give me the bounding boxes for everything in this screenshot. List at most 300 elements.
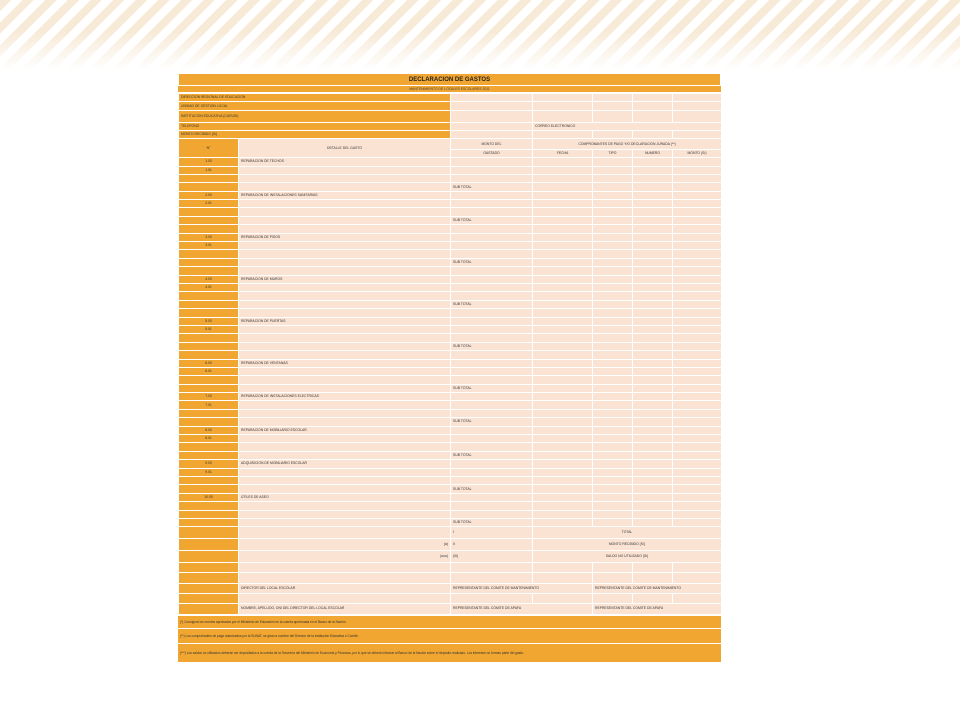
table-cell xyxy=(533,518,593,526)
table-cell xyxy=(533,426,593,434)
table-cell xyxy=(633,216,673,224)
table-row xyxy=(179,102,722,110)
table-cell xyxy=(593,409,633,417)
table-cell xyxy=(673,426,722,434)
table-cell xyxy=(451,131,533,139)
table-cell xyxy=(673,284,722,292)
table-row xyxy=(179,208,722,216)
table-cell xyxy=(533,275,593,283)
table-cell xyxy=(179,267,239,275)
table-cell xyxy=(633,460,673,468)
table-cell xyxy=(451,468,533,476)
table-cell xyxy=(533,401,593,409)
table-cell xyxy=(239,485,451,493)
table-cell xyxy=(593,510,633,518)
table-cell xyxy=(593,300,633,308)
table-cell xyxy=(633,200,673,208)
table-cell xyxy=(451,200,533,208)
table-cell xyxy=(451,460,533,468)
table-cell xyxy=(673,593,722,603)
table-cell xyxy=(239,200,451,208)
info-extra-label: CORREO ELECTRONICO xyxy=(533,122,722,130)
table-row xyxy=(179,284,722,292)
table-cell xyxy=(673,225,722,233)
table-cell xyxy=(673,258,722,266)
table-cell xyxy=(239,242,451,250)
table-cell xyxy=(633,242,673,250)
table-cell xyxy=(673,510,722,518)
table-cell xyxy=(533,110,593,122)
table-cell xyxy=(179,550,239,562)
table-cell xyxy=(179,174,239,182)
table-cell xyxy=(673,476,722,484)
table-cell xyxy=(673,309,722,317)
table-cell xyxy=(633,485,673,493)
subtotal-label: SUB TOTAL xyxy=(451,216,533,224)
table-row xyxy=(179,242,722,250)
table-row xyxy=(179,258,722,266)
table-row xyxy=(179,216,722,224)
table-row xyxy=(179,468,722,476)
section-label: REPARACION DE MOBILIARIO ESCOLAR xyxy=(239,426,451,434)
total-key: (III) xyxy=(451,550,533,562)
table-cell xyxy=(533,502,593,510)
table-cell xyxy=(451,367,533,375)
table-cell xyxy=(179,300,239,308)
table-row xyxy=(179,493,722,501)
table-cell xyxy=(239,376,451,384)
table-cell xyxy=(673,191,722,199)
table-row xyxy=(179,225,722,233)
table-cell xyxy=(593,166,633,174)
table-cell xyxy=(239,593,451,603)
table-row xyxy=(179,393,722,401)
header-type: TIPO xyxy=(593,149,633,157)
table-cell xyxy=(451,110,533,122)
footnote-3: (***) Los saldos no utilizados deberán ser depositados a la cuenta de la Tesorería del Ministerio de Economía y Finanzas, por lo que se deberá informar al Banco de la Nación sobre el depósito realizado. Los intereses no forman parte del gasto. xyxy=(178,643,721,662)
table-cell xyxy=(533,476,593,484)
table-row xyxy=(179,233,722,241)
table-row xyxy=(179,191,722,199)
section-code: 5.00 xyxy=(179,317,239,325)
signature-rep-2: REPRESENTANTE DEL COMITE DE MANTENIMIENTO xyxy=(593,583,722,593)
table-row xyxy=(179,174,722,182)
subtotal-label: SUB TOTAL xyxy=(451,485,533,493)
table-cell xyxy=(593,325,633,333)
sheet-subtitle: MANTENIMIENTO DE LOCALES ESCOLARES 2011 xyxy=(178,86,721,93)
table-cell xyxy=(451,94,533,102)
table-cell xyxy=(593,158,633,166)
section-label: REPARACION DE PUERTAS xyxy=(239,317,451,325)
table-row xyxy=(179,435,722,443)
table-cell xyxy=(239,258,451,266)
table-cell xyxy=(633,443,673,451)
table-cell xyxy=(179,518,239,526)
table-cell xyxy=(533,510,593,518)
table-row xyxy=(179,510,722,518)
table-cell xyxy=(451,275,533,283)
table-cell xyxy=(633,174,673,182)
table-cell xyxy=(673,174,722,182)
table-cell xyxy=(239,325,451,333)
table-cell xyxy=(633,325,673,333)
table-cell xyxy=(633,359,673,367)
table-cell xyxy=(673,451,722,459)
section-code: 7.00 xyxy=(179,393,239,401)
table-row xyxy=(179,451,722,459)
table-cell xyxy=(533,435,593,443)
table-cell xyxy=(593,309,633,317)
header-detail: DETALLE DEL GASTO xyxy=(239,139,451,158)
table-cell xyxy=(593,334,633,342)
table-cell xyxy=(593,267,633,275)
table-row xyxy=(179,485,722,493)
section-label: REPARACION DE VENTANAS xyxy=(239,359,451,367)
table-row xyxy=(179,418,722,426)
table-cell xyxy=(239,502,451,510)
table-row xyxy=(179,139,722,149)
section-code: 10.00 xyxy=(179,493,239,501)
table-cell xyxy=(673,158,722,166)
table-cell xyxy=(633,451,673,459)
table-cell xyxy=(239,174,451,182)
table-cell xyxy=(239,435,451,443)
header-date: FECHA xyxy=(533,149,593,157)
table-cell xyxy=(593,401,633,409)
table-cell xyxy=(633,384,673,392)
table-cell xyxy=(673,94,722,102)
table-cell xyxy=(533,258,593,266)
table-cell xyxy=(633,376,673,384)
table-cell xyxy=(451,325,533,333)
table-row xyxy=(179,267,722,275)
table-cell xyxy=(593,191,633,199)
table-cell xyxy=(533,216,593,224)
table-cell xyxy=(239,342,451,350)
table-cell xyxy=(451,359,533,367)
table-cell xyxy=(673,275,722,283)
table-cell xyxy=(633,468,673,476)
table-cell xyxy=(633,426,673,434)
table-cell xyxy=(673,502,722,510)
subtotal-label: SUB TOTAL xyxy=(451,518,533,526)
table-cell xyxy=(533,573,593,583)
section-label: REPARACION DE PISOS xyxy=(239,233,451,241)
table-cell xyxy=(179,334,239,342)
signature-rep-1: REPRESENTANTE DEL COMITE DE APAFA xyxy=(451,604,593,614)
table-cell xyxy=(179,409,239,417)
table-row xyxy=(179,275,722,283)
table-cell xyxy=(673,460,722,468)
table-row xyxy=(179,443,722,451)
table-cell xyxy=(179,258,239,266)
table-cell xyxy=(593,94,633,102)
signature-rep-2: REPRESENTANTE DEL COMITE DE APAFA xyxy=(593,604,722,614)
table-cell xyxy=(451,493,533,501)
table-cell xyxy=(533,393,593,401)
table-cell xyxy=(451,158,533,166)
table-cell xyxy=(673,435,722,443)
table-cell xyxy=(673,359,722,367)
table-cell xyxy=(533,102,593,110)
table-cell xyxy=(179,342,239,350)
table-cell xyxy=(533,242,593,250)
sheet-title: DECLARACION DE GASTOS xyxy=(178,73,721,86)
table-row xyxy=(179,573,722,583)
table-cell xyxy=(179,216,239,224)
table-cell xyxy=(533,325,593,333)
table-cell xyxy=(451,233,533,241)
table-cell xyxy=(593,183,633,191)
table-cell xyxy=(451,393,533,401)
table-cell xyxy=(593,376,633,384)
table-cell xyxy=(633,166,673,174)
table-cell xyxy=(533,183,593,191)
section-item-code xyxy=(179,502,239,510)
table-cell xyxy=(633,493,673,501)
table-cell xyxy=(239,334,451,342)
table-cell xyxy=(179,562,239,572)
table-cell xyxy=(633,292,673,300)
table-cell xyxy=(633,593,673,603)
table-cell xyxy=(179,183,239,191)
table-cell xyxy=(593,225,633,233)
section-item-code: 4.01 xyxy=(179,284,239,292)
table-cell xyxy=(533,300,593,308)
info-label: UNIDAD DE GESTION LOCAL xyxy=(179,102,451,110)
table-cell xyxy=(179,485,239,493)
table-cell xyxy=(533,342,593,350)
table-cell xyxy=(593,110,633,122)
table-cell xyxy=(593,200,633,208)
table-cell xyxy=(673,208,722,216)
table-cell xyxy=(593,216,633,224)
table-cell xyxy=(239,401,451,409)
table-cell xyxy=(673,401,722,409)
table-cell xyxy=(451,102,533,110)
table-cell xyxy=(673,384,722,392)
table-cell xyxy=(593,493,633,501)
table-cell xyxy=(533,359,593,367)
table-cell xyxy=(239,250,451,258)
table-cell xyxy=(533,166,593,174)
table-cell xyxy=(593,275,633,283)
table-cell xyxy=(593,242,633,250)
table-cell xyxy=(451,562,533,572)
table-cell xyxy=(179,593,239,603)
table-row xyxy=(179,562,722,572)
table-cell xyxy=(451,502,533,510)
table-cell xyxy=(533,94,593,102)
table-cell xyxy=(593,342,633,350)
table-cell xyxy=(633,94,673,102)
table-cell xyxy=(673,485,722,493)
table-cell xyxy=(533,562,593,572)
table-cell xyxy=(673,216,722,224)
table-cell xyxy=(633,183,673,191)
table-row xyxy=(179,250,722,258)
table-cell xyxy=(533,451,593,459)
table-cell xyxy=(533,468,593,476)
table-cell xyxy=(633,393,673,401)
section-item-code: 8.01 xyxy=(179,435,239,443)
table-cell xyxy=(673,367,722,375)
subtotal-label: SUB TOTAL xyxy=(451,183,533,191)
table-cell xyxy=(239,451,451,459)
table-row xyxy=(179,550,722,562)
table-cell xyxy=(633,476,673,484)
table-cell xyxy=(593,292,633,300)
table-cell xyxy=(633,573,673,583)
table-row xyxy=(179,409,722,417)
table-cell xyxy=(179,309,239,317)
table-cell xyxy=(633,317,673,325)
table-cell xyxy=(451,292,533,300)
table-cell xyxy=(633,367,673,375)
table-row xyxy=(179,342,722,350)
section-label: REPARACION DE TECHOS xyxy=(239,158,451,166)
table-cell xyxy=(451,476,533,484)
table-cell xyxy=(593,435,633,443)
section-code: 6.00 xyxy=(179,359,239,367)
info-label: INSTITUCION EDUCATIVA (CUEUSI) xyxy=(179,110,451,122)
section-code: 3.00 xyxy=(179,233,239,241)
table-cell xyxy=(633,510,673,518)
table-cell xyxy=(593,451,633,459)
table-cell xyxy=(533,384,593,392)
table-cell xyxy=(179,527,239,539)
table-cell xyxy=(593,593,633,603)
table-cell xyxy=(633,208,673,216)
section-label: ADQUISICION DE MOBILIARIO ESCOLAR xyxy=(239,460,451,468)
header-docs: COMPROBANTES DE PAGO Y/O DECLARACION JURADA (**) xyxy=(533,139,722,149)
table-cell xyxy=(633,435,673,443)
section-label: REPARACION DE INSTALACIONES SANITARIAS xyxy=(239,191,451,199)
total-label: TOTAL xyxy=(533,527,722,539)
table-row xyxy=(179,476,722,484)
table-cell xyxy=(673,562,722,572)
info-label: DIRECCION REGIONAL DE EDUCACION xyxy=(179,94,451,102)
table-cell xyxy=(239,351,451,359)
table-cell xyxy=(533,376,593,384)
table-row xyxy=(179,426,722,434)
table-cell xyxy=(593,518,633,526)
table-cell xyxy=(673,242,722,250)
table-row xyxy=(179,384,722,392)
header-quantity: MONTO (S/) xyxy=(673,149,722,157)
table-cell xyxy=(451,317,533,325)
table-row xyxy=(179,502,722,510)
table-cell xyxy=(239,418,451,426)
table-cell xyxy=(179,476,239,484)
table-cell xyxy=(633,342,673,350)
table-cell xyxy=(451,593,533,603)
table-cell xyxy=(593,562,633,572)
table-cell xyxy=(239,309,451,317)
table-cell xyxy=(239,166,451,174)
table-row xyxy=(179,527,722,539)
table-cell xyxy=(451,309,533,317)
footnote-2: (**) Los comprobantes de pago autorizados por la SUNAT, se giran a nombre del Director de la Institución Educativa o Comité. xyxy=(178,628,721,643)
table-cell xyxy=(451,426,533,434)
table-cell xyxy=(451,376,533,384)
section-code: 4.00 xyxy=(179,275,239,283)
table-row xyxy=(179,351,722,359)
table-cell xyxy=(593,460,633,468)
table-cell xyxy=(179,351,239,359)
table-cell xyxy=(179,208,239,216)
table-row xyxy=(179,166,722,174)
subtotal-label: SUB TOTAL xyxy=(451,342,533,350)
table-row xyxy=(179,401,722,409)
table-row xyxy=(179,110,722,122)
table-cell xyxy=(451,284,533,292)
header-number: NUMERO xyxy=(633,149,673,157)
table-cell xyxy=(533,200,593,208)
subtotal-label: SUB TOTAL xyxy=(451,258,533,266)
table-cell xyxy=(533,593,593,603)
table-cell xyxy=(673,351,722,359)
table-cell xyxy=(451,267,533,275)
table-cell xyxy=(533,225,593,233)
table-cell xyxy=(451,242,533,250)
table-cell xyxy=(593,573,633,583)
table-row xyxy=(179,183,722,191)
table-cell xyxy=(633,102,673,110)
table-row xyxy=(179,158,722,166)
table-cell xyxy=(673,573,722,583)
table-cell xyxy=(633,309,673,317)
table-cell xyxy=(239,468,451,476)
table-row xyxy=(179,309,722,317)
footnote-1: (*) Consignar los montos aprobados por el Ministerio de Educación en la cuenta aperturada en el Banco de la Nación. xyxy=(178,615,721,628)
table-cell xyxy=(593,317,633,325)
table-cell xyxy=(239,300,451,308)
table-cell xyxy=(593,233,633,241)
table-cell xyxy=(179,376,239,384)
section-item-code: 6.01 xyxy=(179,367,239,375)
section-item-code: 2.01 xyxy=(179,200,239,208)
section-item-code: 9.01 xyxy=(179,468,239,476)
section-label: ÚTILES DE ASEO xyxy=(239,493,451,501)
table-row xyxy=(179,131,722,139)
table-row xyxy=(179,325,722,333)
table-cell xyxy=(533,493,593,501)
table-cell xyxy=(451,208,533,216)
table-cell xyxy=(633,401,673,409)
table-row xyxy=(179,518,722,526)
table-cell xyxy=(451,191,533,199)
table-cell xyxy=(533,309,593,317)
table-cell xyxy=(593,250,633,258)
total-label: SALDO NO UTILIZADO (S/) xyxy=(533,550,722,562)
table-cell xyxy=(179,418,239,426)
section-item-code: 7.01 xyxy=(179,401,239,409)
table-cell xyxy=(673,393,722,401)
table-cell xyxy=(633,258,673,266)
info-label: MONTO RECIBIDO (S/) xyxy=(179,131,451,139)
table-row xyxy=(179,604,722,614)
total-marker xyxy=(239,527,451,539)
table-cell xyxy=(673,493,722,501)
table-cell xyxy=(533,460,593,468)
table-cell xyxy=(179,573,239,583)
expense-table xyxy=(178,93,722,615)
table-cell xyxy=(451,166,533,174)
table-cell xyxy=(179,510,239,518)
table-cell xyxy=(593,502,633,510)
table-cell xyxy=(593,351,633,359)
